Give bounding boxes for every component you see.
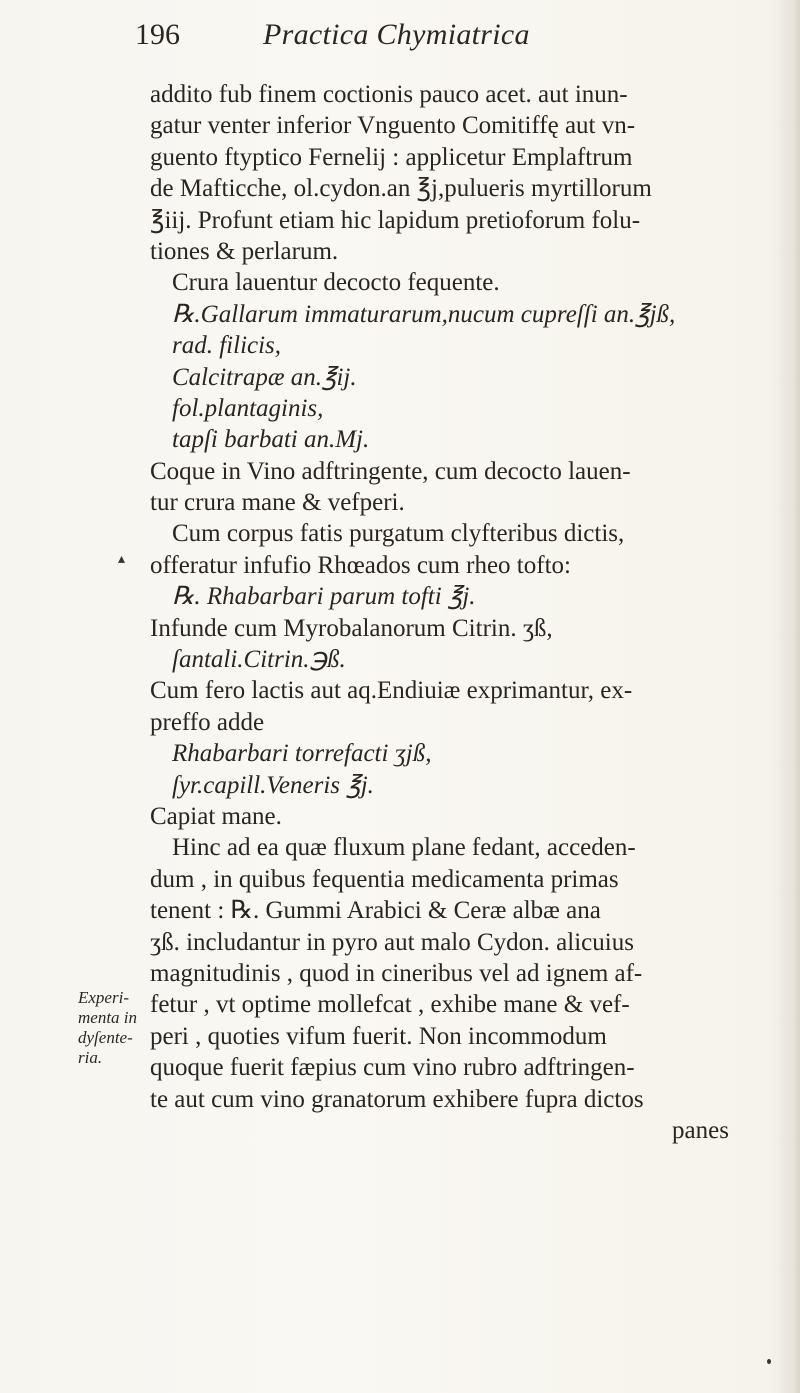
margin-note bbox=[78, 988, 148, 1068]
recipe-line: Rhabarbari torrefacti ʒjß, bbox=[172, 740, 432, 768]
text-line: Hinc ad ea quæ fluxum plane fedant, acceden- bbox=[172, 834, 636, 862]
recipe-line: ſyr.capill.Veneris ℥j. bbox=[172, 771, 374, 799]
recipe-line: ſantali.Citrin.℈ß. bbox=[172, 646, 346, 674]
body-text bbox=[150, 79, 780, 1146]
ink-speck bbox=[767, 1359, 771, 1364]
margin-note-line: Experi- bbox=[78, 988, 129, 1007]
text-line: Infunde cum Myrobalanorum Citrin. ʒß, bbox=[150, 614, 553, 642]
text-line: tiones & perlarum. bbox=[150, 237, 339, 265]
text-line: Cum corpus fatis purgatum clyfteribus dictis, bbox=[172, 520, 625, 548]
text-line: peri , quoties vifum fuerit. Non incommodum bbox=[150, 1022, 607, 1050]
text-line: magnitudinis , quod in cineribus vel ad ignem af- bbox=[150, 959, 643, 987]
text-line: dum , in quibus fequentia medicamenta primas bbox=[150, 865, 619, 893]
recipe-line: fol.plantaginis, bbox=[172, 394, 324, 422]
margin-note-line: ria. bbox=[78, 1048, 103, 1067]
recipe-line: ℞.Gallarum immaturarum,nucum cupreſſi an.℥jß, bbox=[172, 300, 676, 328]
recipe-line: ℞. Rhabarbari parum tofti ℥j. bbox=[172, 583, 476, 611]
text-line: ℥iij. Profunt etiam hic lapidum pretioforum folu- bbox=[150, 206, 641, 234]
text-line: Coque in Vino adftringente, cum decocto lauen- bbox=[150, 457, 631, 485]
text-line: tur crura mane & vefperi. bbox=[150, 489, 405, 517]
text-line: Cum fero lactis aut aq.Endiuiæ exprimantur, ex- bbox=[150, 677, 633, 705]
recipe-line: tapſi barbati an.Mj. bbox=[172, 426, 370, 454]
ink-mark-icon: ▴ bbox=[118, 551, 126, 567]
recipe-line: rad. filicis, bbox=[172, 332, 282, 360]
text-line: gatur venter inferior Vnguento Comitiffę aut vn- bbox=[150, 112, 636, 140]
recipe-line: Calcitrapæ an.℥ij. bbox=[172, 363, 357, 391]
page-edge-shadow bbox=[778, 0, 800, 1393]
text-line: guento ftyptico Fernelij : applicetur Emplaftrum bbox=[150, 143, 633, 171]
text-line: addito fub finem coctionis pauco acet. aut inun- bbox=[150, 81, 628, 108]
text-line: offeratur infufio Rhœados cum rheo tofto: bbox=[150, 551, 571, 579]
text-line: Capiat mane. bbox=[150, 802, 282, 830]
page-header bbox=[135, 12, 695, 72]
running-title: Practica Chymiatrica bbox=[263, 18, 530, 51]
text-line: quoque fuerit fæpius cum vino rubro adftringen- bbox=[150, 1054, 635, 1082]
text-line: preffo adde bbox=[150, 708, 265, 736]
text-line: te aut cum vino granatorum exhibere fupra dictos bbox=[150, 1085, 644, 1113]
text-line: fetur , vt optime mollefcat , exhibe mane & vef- bbox=[150, 991, 630, 1019]
text-line: de Mafticche, ol.cydon.an ℥j,pulueris myrtillorum bbox=[150, 175, 652, 203]
margin-note-line: menta in bbox=[78, 1008, 138, 1027]
page-number: 196 bbox=[135, 18, 180, 51]
text-line: ʒß. includantur in pyro aut malo Cydon. alicuius bbox=[150, 928, 634, 956]
text-line: tenent : ℞. Gummi Arabici & Ceræ albæ ana bbox=[150, 897, 601, 925]
margin-note-line: dyſente- bbox=[78, 1028, 133, 1047]
text-line: Crura lauentur decocto fequente. bbox=[172, 269, 500, 297]
catchword: panes bbox=[672, 1116, 729, 1144]
